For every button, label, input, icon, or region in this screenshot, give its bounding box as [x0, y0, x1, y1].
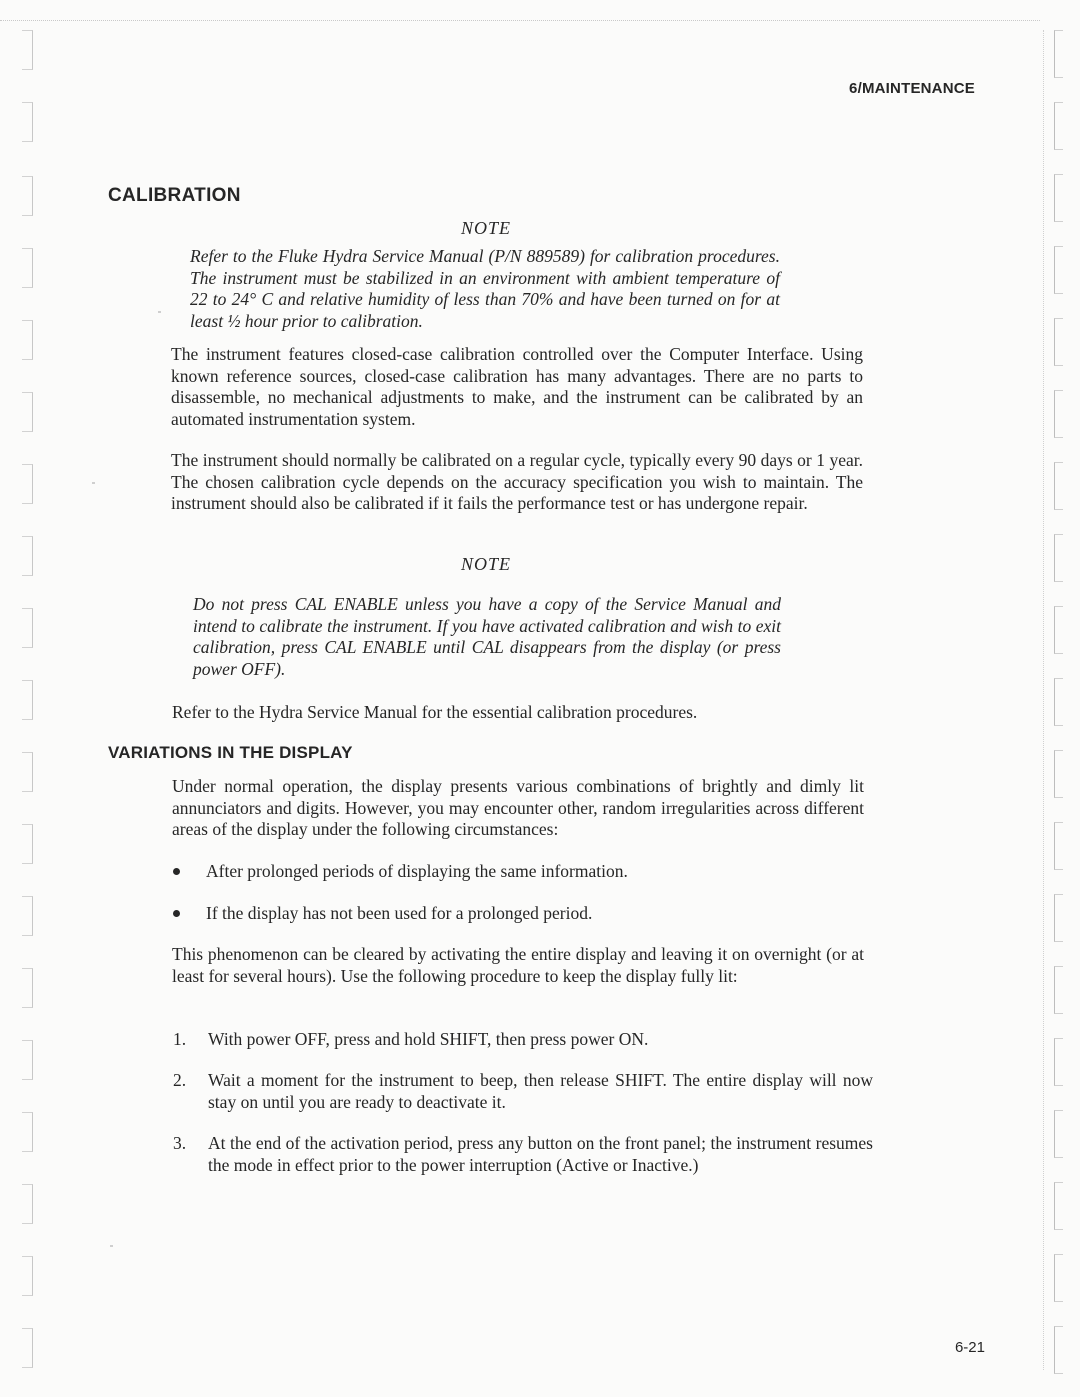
- page-number: 6-21: [954, 1339, 985, 1356]
- scan-speck: [110, 1245, 113, 1247]
- scan-right-rule: [1043, 30, 1044, 1370]
- scan-speck: [92, 482, 95, 484]
- note-label: NOTE: [461, 218, 512, 238]
- scan-speck: [158, 311, 161, 313]
- step-number: 3.: [173, 1133, 187, 1153]
- bullet-icon: [173, 910, 180, 917]
- list-item-text: If the display has not been used for a prolonged period.: [206, 903, 593, 923]
- paragraph: Refer to the Hydra Service Manual for the essential calibration procedures.: [172, 702, 698, 722]
- paragraph: The instrument should normally be calibrated on a regular cycle, typically every 90 days or 1 year. The chosen calibration cycle depends on the accuracy specification you wish to maintain. The instrument should also be calibrated if it fails the performance test or has undergone repair.: [171, 450, 863, 513]
- step-number: 1.: [173, 1029, 187, 1049]
- list-item-text: After prolonged periods of displaying the same information.: [206, 861, 628, 881]
- left-binding-marks: [22, 30, 40, 1370]
- note-label: NOTE: [461, 554, 512, 574]
- right-binding-marks: [1050, 30, 1070, 1380]
- paragraph: Under normal operation, the display presents various combinations of brightly and dimly lit annunciators and digits. However, you may encounter other, random irregularities across different areas of the display under the following circumstances:: [172, 776, 864, 839]
- scan-edge-line: [0, 20, 1040, 21]
- paragraph: The instrument features closed-case calibration controlled over the Computer Interface. Using known reference sources, closed-case calibration has many advantages. There are no parts to disassemble, no mechanical adjustments to make, and the instrument can be calibrated by an automated instrumentation system.: [171, 344, 863, 429]
- section-heading-calibration: CALIBRATION: [108, 185, 241, 206]
- step-text: With power OFF, press and hold SHIFT, then press power ON.: [208, 1029, 649, 1049]
- note-text: Refer to the Fluke Hydra Service Manual (P/N 889589) for calibration procedures. The instrument must be stabilized in an environment with ambient temperature of 22 to 24° C and relative humidity of less than 70% and have been turned on for at least ½ hour prior to calibration.: [190, 246, 780, 331]
- step-text: At the end of the activation period, press any button on the front panel; the instrument resumes the mode in effect prior to the power interruption (Active or Inactive.): [208, 1133, 873, 1175]
- section-heading-variations: VARIATIONS IN THE DISPLAY: [108, 743, 353, 762]
- running-head: 6/MAINTENANCE: [849, 80, 975, 97]
- step-text: Wait a moment for the instrument to beep, then release SHIFT. The entire display will now stay on until you are ready to deactivate it.: [208, 1070, 873, 1112]
- note-text: Do not press CAL ENABLE unless you have a copy of the Service Manual and intend to calibrate the instrument. If you have activated calibration and wish to exit calibration, press CAL ENABLE until CAL disappears from the display (or press power OFF).: [193, 594, 781, 679]
- bullet-icon: [173, 868, 180, 875]
- step-number: 2.: [173, 1070, 187, 1090]
- paragraph: This phenomenon can be cleared by activating the entire display and leaving it on overnight (or at least for several hours). Use the following procedure to keep the display fully lit:: [172, 944, 864, 986]
